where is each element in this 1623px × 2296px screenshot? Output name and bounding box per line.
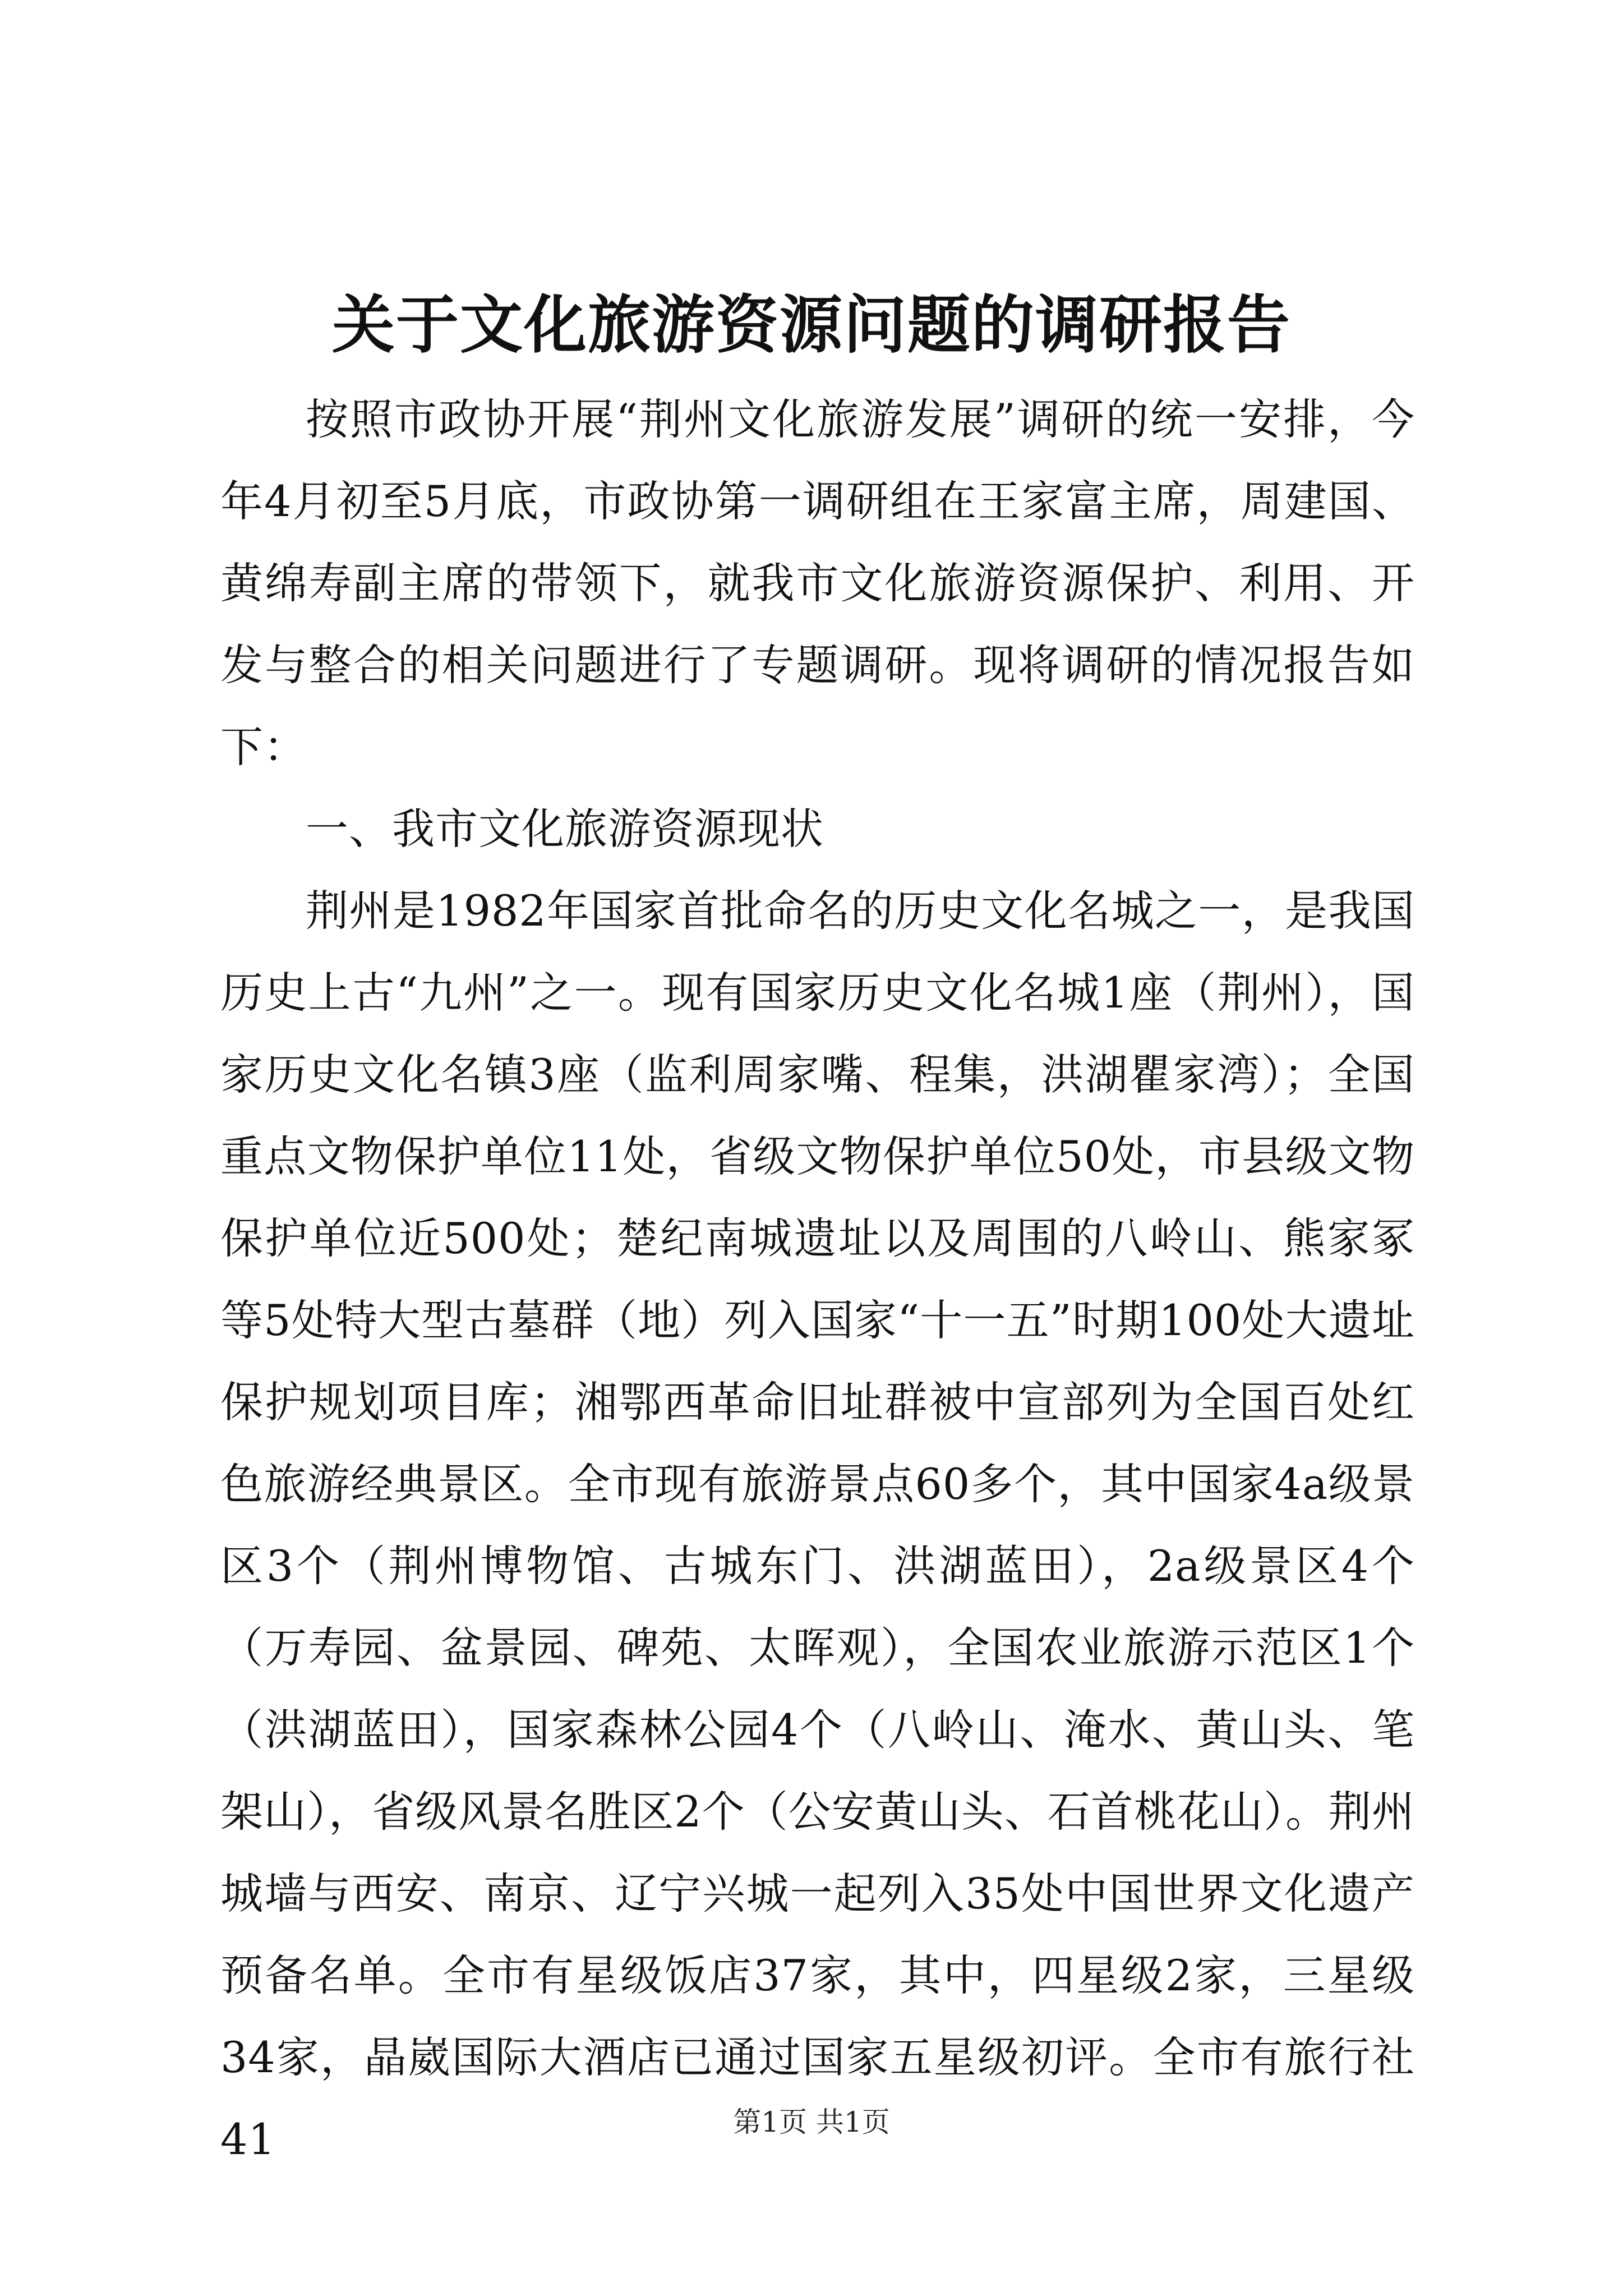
document-title: 关于文化旅游资源问题的调研报告 (332, 288, 1291, 362)
intro-paragraph: 按照市政协开展“荆州文化旅游发展”调研的统一安排，今年4月初至5月底，市政协第一调研组在王家富主席，周建国、黄绵寿副主席的带领下，就我市文化旅游资源保护、利用、开发与整合的相关问题进行了专题调研。现将调研的情况报告如下： (220, 394, 1415, 772)
page-footer: 第1页 共1页 (733, 2106, 890, 2138)
section-heading: 一、我市文化旅游资源现状 (306, 804, 824, 854)
document-body (220, 379, 1415, 2180)
section-paragraph: 荆州是1982年国家首批命名的历史文化名城之一，是我国历史上古“九州”之一。现有国家历史文化名城1座（荆州），国家历史文化名镇3座（监利周家嘴、程集，洪湖瞿家湾）；全国重点文物保护单位11处，省级文物保护单位50处，市县级文物保护单位近500处；楚纪南城遗址以及周围的八岭山、熊家冢等5处特大型古墓群（地）列入国家“十一五”时期100处大遗址保护规划项目库；湘鄂西革命旧址群被中宣部列为全国百处红色旅游经典景区。全市现有旅游景点60多个，其中国家4a级景区3个（荆州博物馆、古城东门、洪湖蓝田），2a级景区4个（万寿园、盆景园、碑苑、太晖观），全国农业旅游示范区1个（洪湖蓝田），国家森林公园4个（八岭山、淹水、黄山头、笔架山），省级风景名胜区2个（公安黄山头、石首桃花山）。荆州城墙与西安、南京、辽宁兴城一起列入35处中国世界文化遗产预备名单。全市有星级饭店37家，其中，四星级2家，三星级34家，晶崴国际大酒店已通过国家五星级初评。全市有旅行社41 (220, 886, 1415, 2164)
